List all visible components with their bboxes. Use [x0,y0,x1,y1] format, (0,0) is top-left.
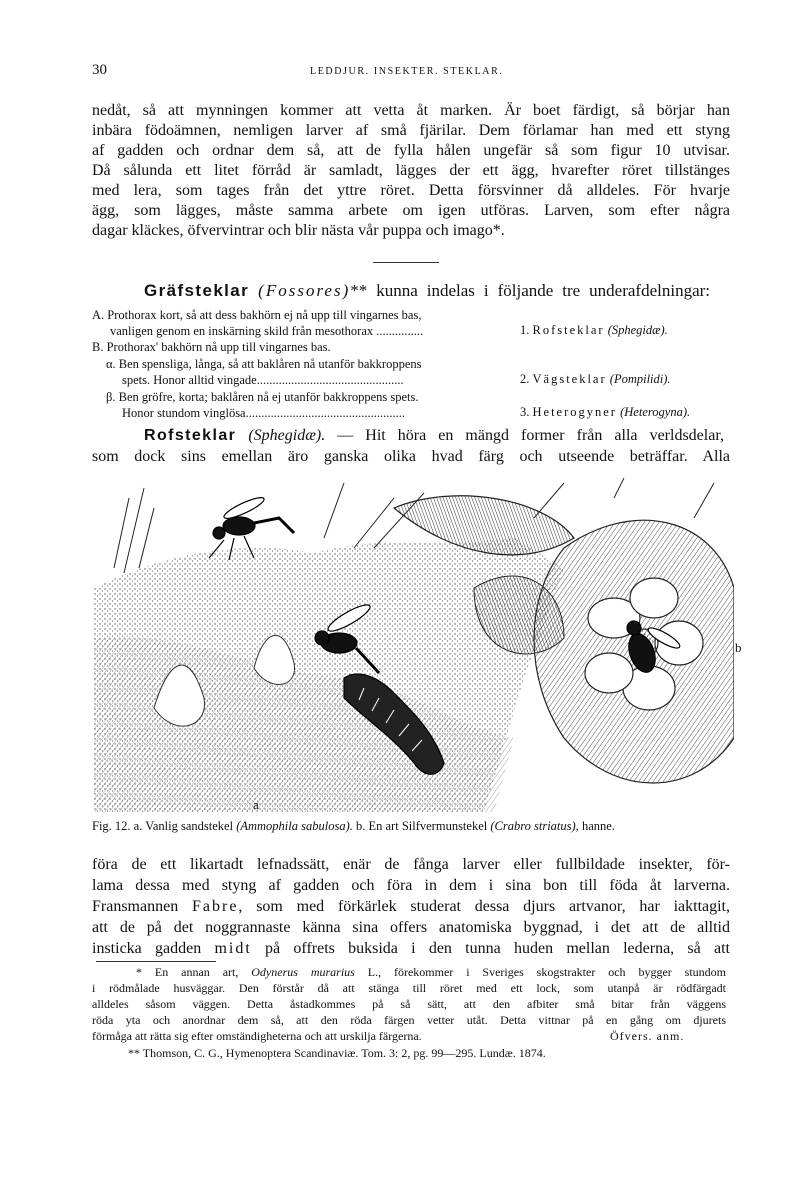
heading-mark: ** [350,281,368,300]
key-a1: A. Prothorax kort, så att dess bakhörn ej nå upp till vingarnes bas, [92,308,422,322]
intro-line: nedåt, så att mynningen kommer att vetta åt marken. Är boet färdigt, så börjar han [92,102,730,119]
figure-caption: Fig. 12. a. Vanlig sandstekel (Ammophila sabulosa). b. En art Silfvermunstekel (Crabro striatus), hanne. [92,819,615,833]
key-a2: vanligen genom en inskärning skild från mesothorax ............... [110,324,424,338]
footnote-line: * En annan art, Odynerus murarius L., förekommer i Sveriges skogstrakter och bygger stundom [136,965,727,979]
body-line: att de på det noggrannaste känna sina offers anatomiska byggnad, i det att de alltid [92,919,730,936]
subsection-line1: Rofsteklar (Sphegidæ). — Hit höra en mängd former från alla verldsdelar, [144,427,725,444]
key-ba1: α. Ben spensliga, långa, så att baklåren nå utanför bakkroppens [106,357,422,371]
intro-line: ägg, som lägges, måste samma arbete om igen utföras. Larven, som efter några [92,202,730,219]
footnote-line: röda yta och anordnar dem så, att den röda färgen vetter utåt. Detta vittnar på en gång om djurets [92,1013,726,1027]
key-a2-result: 1. Rofsteklar (Sphegidæ). [520,323,668,337]
intro-line: med lera, som tages från det yttre röret. Detta försvinner då alldeles. För hvarje [92,182,730,199]
footnote-attribution: Öfvers. anm. [610,1029,685,1043]
heading-name: Gräfsteklar [144,281,250,300]
heading-rest: kunna indelas i följande tre underafdelningar: [367,281,711,300]
subsection-name: Rofsteklar [144,427,237,444]
key-b1: B. Prothorax' bakhörn nå upp till vingarnes bas. [92,340,331,354]
running-title: LEDDJUR. INSEKTER. STEKLAR. [310,66,504,77]
subsection-line2: som dock sins emellan äro ganska olika hvad färg och utseende beträffar. Alla [92,448,730,465]
footnote-separator [96,961,216,962]
page-header [92,62,732,82]
key-ba2: spets. Honor alltid vingade............................................... [122,373,404,387]
footnote-line: i rödmålade husväggar. Den förstår då att stänga till röret med ett lock, som utanpå är rödfärgadt [92,981,726,995]
figure-label-b: b [735,640,742,655]
page-number: 30 [92,62,107,78]
intro-line-last: dagar kläckes, öfvervintrar och blir nästa vår puppa och imago*. [92,222,505,239]
intro-line: Då sålunda ett litet förråd är samladt, lägges der ett ägg, hvarefter röret tillstänges [92,162,730,179]
intro-line: af gadden och ordnar dem så, att de fylla hålen ungefär så som figur 10 utvisar. [92,142,730,159]
section-heading [144,281,710,301]
key-bb1: β. Ben gröfre, korta; baklåren nå ej utanför bakkroppens spets. [106,390,419,404]
engraving-illustration [94,478,734,812]
key-bb2-result: 3. Heterogyner (Heterogyna). [520,405,691,419]
key-ba2-result: 2. Vägsteklar (Pompilidi). [520,372,671,386]
heading-latin: (Fossores) [258,281,351,300]
body-line: föra de ett likartadt lefnadssätt, enär de fånga larver eller fullbildade insekter, för- [92,856,730,873]
intro-line: inbära födoämnen, nemligen larver af små fjärilar. Dem förlamar han med ett styng [92,122,730,139]
body-line: Fransmannen Fabre, som med förkärlek studerat dessa djurs artvanor, har iakttagit, [92,898,731,915]
footnote-line: alldeles såsom väggen. Detta åstadkommes på så sätt, att den afbiter små bitar från väggens [92,997,726,1011]
figure-label-a: a [253,797,259,812]
figure-engraving [94,478,734,812]
footnote-line: förmåga att rätta sig efter omständigheterna och att urskilja färgerna. [92,1029,422,1043]
subsection-latin: (Sphegidæ). [248,427,326,444]
section-separator [373,262,439,263]
footnote-line: ** Thomson, C. G., Hymenoptera Scandinaviæ. Tom. 3: 2, pg. 99—295. Lundæ. 1874. [128,1046,546,1060]
body-line: lama dessa med styng af gadden och föra in dem i sina bon till föda åt larverna. [92,877,730,894]
key-bb2: Honor stundom vinglösa................................................... [122,406,405,420]
body-line: insticka gadden midt på offrets buksida i den tunna huden mellan lederna, så att [92,940,730,957]
